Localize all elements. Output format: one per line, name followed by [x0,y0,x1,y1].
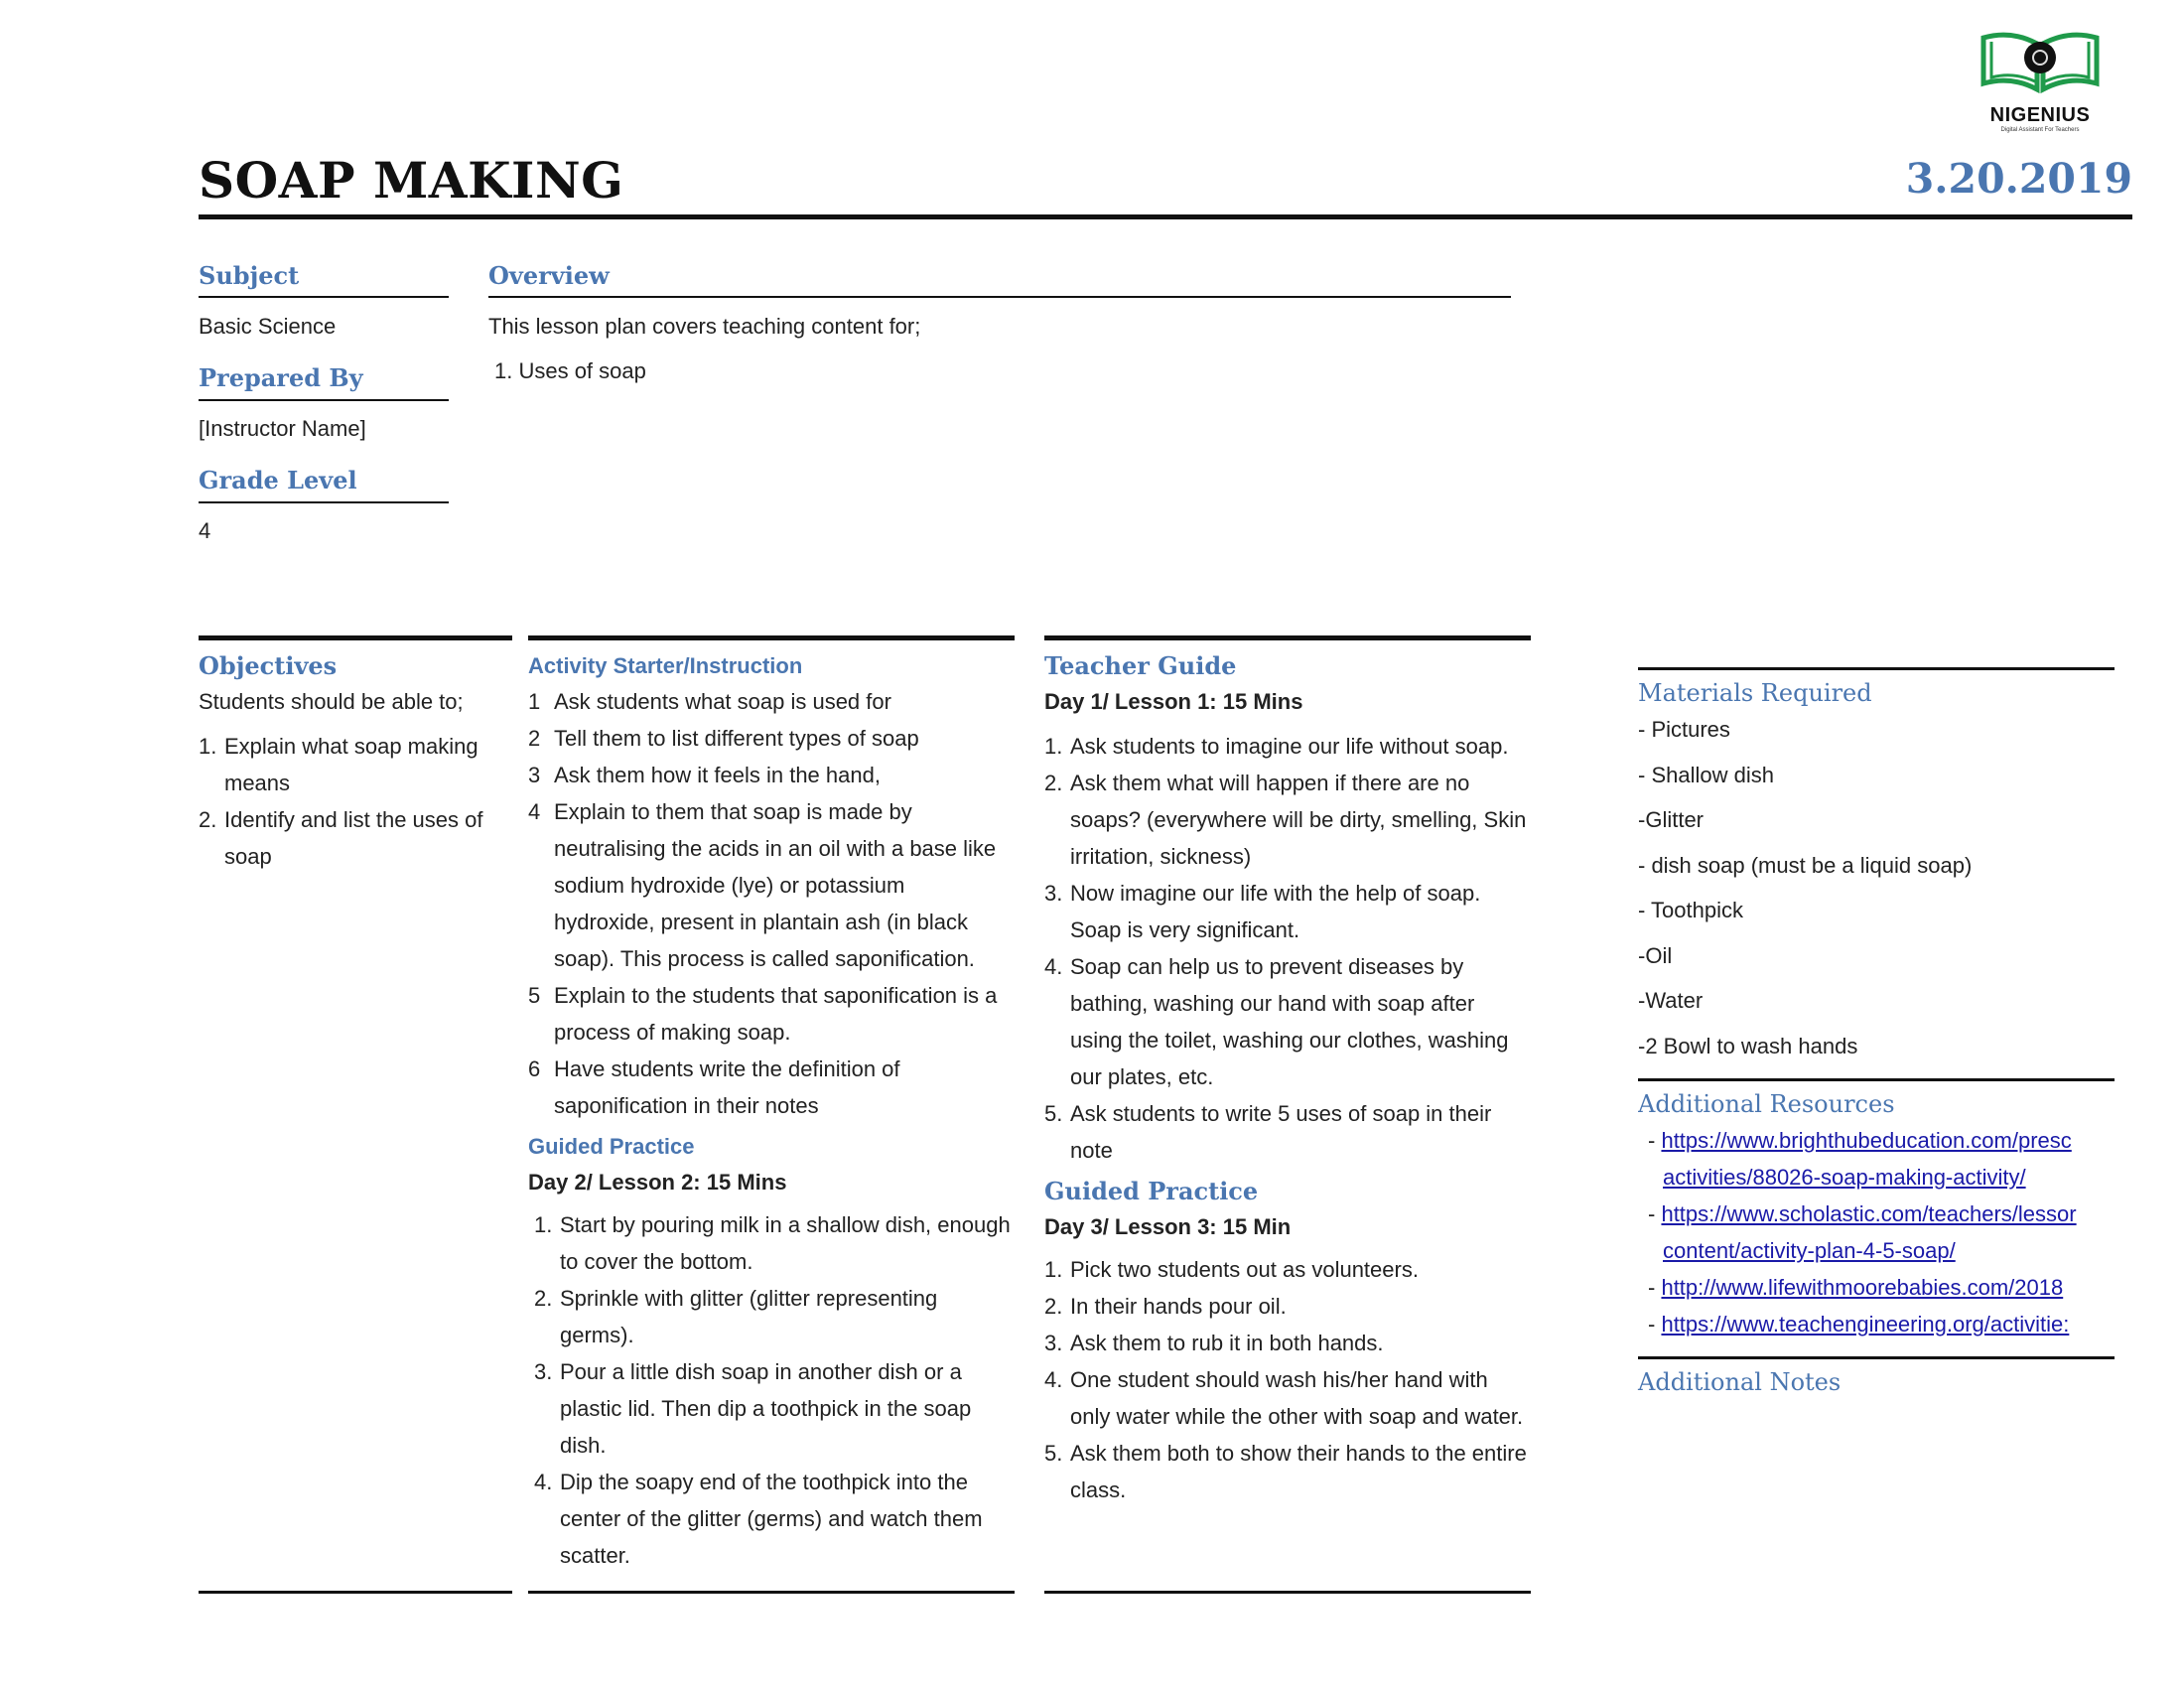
list-item: 3. Now imagine our life with the help of soap. Soap is very significant. [1044,881,1481,942]
list-item: 4 Explain to them that soap is made by neutralising the acids in an oil with a base like sodium hydroxide (lye) or potassium hydroxide, present in plantain ash (in black soap). This process is called saponification. [528,799,997,971]
list-item: -Oil [1638,942,1673,968]
grade-level-value: 4 [199,518,211,543]
list-item: 4. One student should wash his/her hand with only water while the other with soap and water. [1044,1367,1524,1429]
list-item: 5 Explain to the students that saponification is a process of making soap. [528,983,998,1045]
list-item: 5. Ask them both to show their hands to the entire class. [1044,1441,1527,1502]
nigenius-logo [1966,28,2115,135]
list-item: 2. Identify and list the uses of soap [199,807,483,869]
resources-heading: Additional Resources [1638,1090,1895,1118]
list-item: 1. Explain what soap making means [199,734,478,795]
activity-guided-list [528,1206,1011,1574]
list-item: 2. In their hands pour oil. [1044,1294,1287,1319]
list-item: 4. Soap can help us to prevent diseases by bathing, washing our hand with soap after using the toilet, washing our clothes, washing our plates, etc. [1044,954,1509,1089]
objectives-heading: Objectives [199,651,338,680]
teacher-guide-section [1044,649,1531,1508]
resources-list [1638,1122,2115,1342]
teacher-guide-top-rule [1044,635,1531,640]
list-item: 3 Ask them how it feels in the hand, [528,763,881,787]
subject-value: Basic Science [199,314,337,339]
list-item: - dish soap (must be a liquid soap) [1638,852,1973,878]
resource-link-lifewithmoorebabies[interactable]: http://www.lifewithmoorebabies.com/2018 [1661,1275,2064,1300]
list-item: 1 Ask students what soap is used for [528,689,891,714]
activity-top-rule [528,635,1015,640]
teacher-guided-heading: Guided Practice [1044,1177,1259,1205]
grade-level-divider [199,501,449,503]
page-title: SOAP MAKING [199,151,624,210]
materials-top-rule [1638,667,2115,670]
overview-heading: Overview [488,261,610,290]
resource-link-scholastic[interactable]: https://www.scholastic.com/teachers/lessor [1661,1201,2077,1226]
resource-link-teachengineering[interactable]: https://www.teachengineering.org/activitie: [1661,1312,2070,1336]
resource-link-brighthub-cont[interactable]: activities/88026-soap-making-activity/ [1663,1165,2026,1190]
resources-top-rule [1638,1078,2115,1081]
subject-heading: Subject [199,261,300,290]
list-item: -Glitter [1638,807,1704,832]
objectives-bottom-rule [199,1591,512,1594]
objectives-section [199,649,506,875]
list-item: -Water [1638,988,1704,1013]
open-book-icon [1976,28,2105,97]
list-item: - Toothpick [1638,898,1743,922]
list-item: 1. Pick two students out as volunteers. [1044,1257,1419,1282]
list-item: 1. Start by pouring milk in a shallow dish, enough to cover the bottom. [534,1212,1011,1274]
day3-label: Day 3/ Lesson 3: 15 Min [1044,1214,1292,1239]
list-item: 3. Ask them to rub it in both hands. [1044,1331,1384,1355]
list-item: 1. Ask students to imagine our life without soap. [1044,734,1509,759]
subject-divider [199,296,449,298]
activity-bottom-rule [528,1591,1015,1594]
overview-intro: This lesson plan covers teaching content for; [488,314,921,339]
list-item: - Shallow dish [1638,762,1774,787]
list-item: 2. Sprinkle with glitter (glitter representing germs). [534,1286,938,1347]
teacher-guide-heading: Teacher Guide [1044,651,1237,680]
list-item: 2 Tell them to list different types of soap [528,726,919,751]
logo-brand: NIGENIUS [1989,104,2091,126]
materials-section [1638,675,2115,1068]
objectives-intro: Students should be able to; [199,689,464,714]
list-item: - https://www.scholastic.com/teachers/lessor content/activity-plan-4-5-soap/ [1648,1201,2077,1263]
lesson-date: 3.20.2019 [1905,155,2132,203]
list-item: 6 Have students write the definition of saponification in their notes [528,1056,900,1118]
prepared-by-divider [199,399,449,401]
objectives-list [199,728,506,875]
list-item: - https://www.teachengineering.org/activitie: [1648,1312,2070,1336]
objectives-top-rule [199,635,512,640]
list-item: 4. Dip the soapy end of the toothpick into the center of the glitter (germs) and watch them scatter. [534,1470,983,1568]
day1-label: Day 1/ Lesson 1: 15 Mins [1044,689,1303,714]
activity-list [528,683,1011,1124]
list-item: -2 Bowl to wash hands [1638,1033,1858,1058]
overview-divider [488,296,1511,298]
overview-item: 1. Uses of soap [494,358,646,383]
resource-link-scholastic-cont[interactable]: content/activity-plan-4-5-soap/ [1663,1238,1956,1263]
instructor-name: [Instructor Name] [199,416,366,441]
teacher-guide-list [1044,728,1531,1169]
list-item: 3. Pour a little dish soap in another dish or a plastic lid. Then dip a toothpick in the soap dish. [534,1359,972,1458]
activity-guided-heading: Guided Practice [528,1134,695,1159]
list-item: 2. Ask them what will happen if there are no soaps? (everywhere will be dirty, smelling, Skin irritation, sickness) [1044,771,1527,869]
resource-link-brighthub[interactable]: https://www.brighthubeducation.com/presc [1661,1128,2072,1153]
grade-level-heading: Grade Level [199,466,357,494]
day2-label: Day 2/ Lesson 2: 15 Mins [528,1170,787,1195]
materials-list [1638,707,2115,1068]
resources-section [1638,1086,2115,1342]
activity-section [528,649,1011,1574]
teacher-guide-bottom-rule [1044,1591,1531,1594]
list-item: - https://www.brighthubeducation.com/presc activities/88026-soap-making-activity/ [1648,1128,2072,1190]
activity-heading: Activity Starter/Instruction [528,653,803,678]
prepared-by-heading: Prepared By [199,363,363,392]
teacher-guided-list [1044,1251,1531,1508]
logo-tagline: Digital Assistant For Teachers [2000,127,2080,133]
notes-top-rule [1638,1356,2115,1359]
title-divider [199,214,2132,219]
list-item: - Pictures [1638,717,1730,742]
list-item: 5. Ask students to write 5 uses of soap in their note [1044,1101,1492,1163]
list-item: - http://www.lifewithmoorebabies.com/2018 [1648,1275,2064,1300]
materials-heading: Materials Required [1638,679,1872,707]
additional-notes-heading: Additional Notes [1638,1368,1842,1396]
